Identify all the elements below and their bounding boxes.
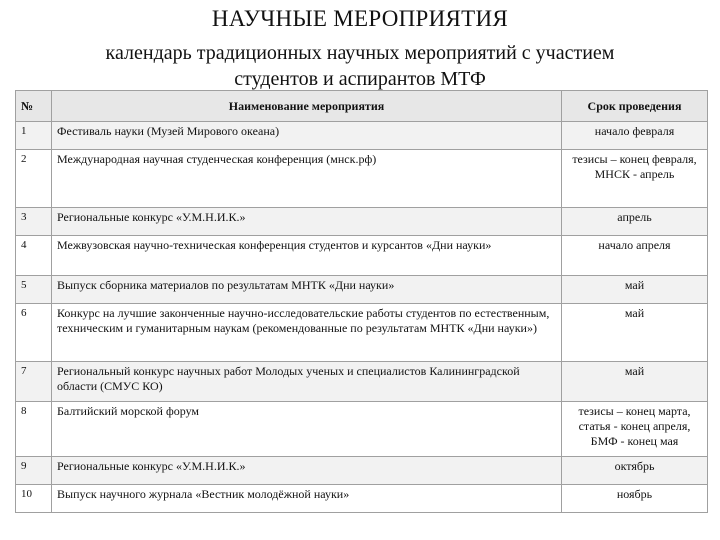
row-number: 5 xyxy=(16,276,52,304)
event-name: Балтийский морской форум xyxy=(52,402,562,457)
event-term: ноябрь xyxy=(562,485,708,513)
row-number: 8 xyxy=(16,402,52,457)
row-number: 1 xyxy=(16,122,52,150)
table-row xyxy=(16,150,708,208)
table-row xyxy=(16,485,708,513)
table-row xyxy=(16,304,708,362)
row-number: 7 xyxy=(16,362,52,402)
row-number: 9 xyxy=(16,457,52,485)
event-name: Региональный конкурс научных работ Молодых ученых и специалистов Калининградской области (СМУС КО) xyxy=(52,362,562,402)
subtitle-line-1: календарь традиционных научных мероприятий с участием xyxy=(105,42,615,64)
table-row xyxy=(16,402,708,457)
row-number: 10 xyxy=(16,485,52,513)
table-row xyxy=(16,122,708,150)
row-number: 2 xyxy=(16,150,52,208)
page-title: НАУЧНЫЕ МЕРОПРИЯТИЯ xyxy=(211,6,509,31)
table-row xyxy=(16,208,708,236)
table-row xyxy=(16,276,708,304)
table-row xyxy=(16,236,708,276)
event-term: начало апреля xyxy=(562,236,708,276)
event-name: Межвузовская научно-техническая конференция студентов и курсантов «Дни науки» xyxy=(52,236,562,276)
event-name: Выпуск научного журнала «Вестник молодёжной науки» xyxy=(52,485,562,513)
column-header-name: Наименование мероприятия xyxy=(52,91,562,122)
row-number: 4 xyxy=(16,236,52,276)
event-name: Фестиваль науки (Музей Мирового океана) xyxy=(52,122,562,150)
table-row xyxy=(16,457,708,485)
event-name: Региональные конкурс «У.М.Н.И.К.» xyxy=(52,208,562,236)
event-name: Конкурс на лучшие законченные научно-исследовательские работы студентов по естественным, техническим и гуманитарным наукам (рекомендованные по результатам МНТК «Дни науки») xyxy=(52,304,562,362)
row-number: 6 xyxy=(16,304,52,362)
event-term: тезисы – конец февраля, МНСК - апрель xyxy=(562,150,708,208)
event-term: май xyxy=(562,304,708,362)
event-term: октябрь xyxy=(562,457,708,485)
events-table xyxy=(15,90,708,513)
column-header-number: № xyxy=(16,91,52,122)
column-header-term: Срок проведения xyxy=(562,91,708,122)
page-subtitle xyxy=(60,40,660,92)
event-term: май xyxy=(562,276,708,304)
table-row xyxy=(16,362,708,402)
event-term: май xyxy=(562,362,708,402)
event-name: Региональные конкурс «У.М.Н.И.К.» xyxy=(52,457,562,485)
table-header-row xyxy=(16,91,708,122)
event-term: начало февраля xyxy=(562,122,708,150)
event-term: тезисы – конец марта, статья - конец апреля, БМФ - конец мая xyxy=(562,402,708,457)
event-name: Международная научная студенческая конференция (мнск.рф) xyxy=(52,150,562,208)
row-number: 3 xyxy=(16,208,52,236)
event-term: апрель xyxy=(562,208,708,236)
event-name: Выпуск сборника материалов по результатам МНТК «Дни науки» xyxy=(52,276,562,304)
subtitle-line-2: студентов и аспирантов МТФ xyxy=(234,68,486,90)
